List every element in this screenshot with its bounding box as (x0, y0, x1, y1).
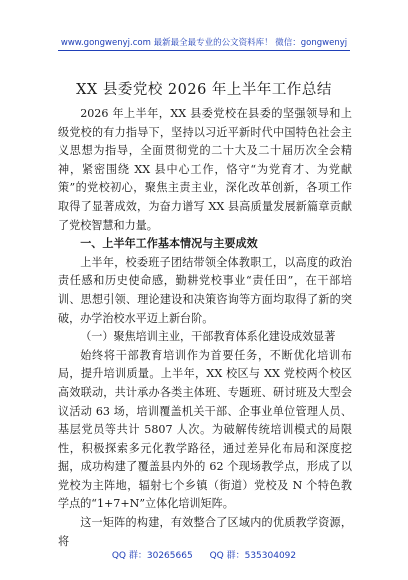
document-body (58, 105, 352, 551)
footer-qq-group: QQ 群：535304092 (209, 551, 297, 561)
header-divider (58, 50, 350, 51)
body-paragraph: 始终将干部教育培训作为首要任务，不断优化培训布局，提升培训质量。上半年，XX 校区与 XX 党校两个校区高效联动，共计承办各类主体班、专题班、研讨班及大型会议活动 63 场，培训覆盖机关干部、企事业单位管理人员、基层党员等共计 5807 人次。为破解传统培训模式的局限性，积极探索多元化教学路径，通过差异化布局和深度挖掘，成功构建了覆盖县内外的 62 个现场教学点，形成了以党校为主阵地，辐射七个乡镇（街道）党校及 N 个特色教学点的“1+7+N”立体化培训矩阵。 (58, 348, 352, 511)
section-heading: 一、上半年工作基本情况与主要成效 (80, 237, 258, 251)
intro-paragraph: 2026 年上半年，XX 县委党校在县委的坚强领导和上级党校的有力指导下，坚持以习近平新时代中国特色社会主义思想为指导，全面贯彻党的二十大及二十届历次全会精神，紧密围绕 XX 县中心工作，恪守“为党育才、为党献策”的党校初心，聚焦主责主业，深化改革创新，各项工作取得了显著成效，为奋力谱写 XX 县高质量发展新篇章贡献了党校智慧和力量。 (58, 107, 352, 232)
header-banner: www.gongwenyj.com 最新最全最专业的公文资料库！ 微信：gongwenyj (60, 38, 348, 48)
document-title: XX 县委党校 2026 年上半年工作总结 (76, 82, 332, 98)
body-paragraph: 上半年，校委班子团结带领全体教职工，以高度的政治责任感和历史使命感，勤耕党校事业“责任田”，在干部培训、思想引领、理论建设和决策咨询等方面均取得了新的突破，办学治校水平迈上新台阶。 (58, 255, 352, 325)
body-paragraph: 这一矩阵的构建，有效整合了区域内的优质教学资源，将 (58, 516, 352, 548)
footer-qq-group: QQ 群：30265665 (111, 551, 193, 561)
footer-contact (0, 548, 408, 561)
subsection-heading: （一）聚焦培训主业，干部教育体系化建设成效显著 (80, 330, 336, 344)
